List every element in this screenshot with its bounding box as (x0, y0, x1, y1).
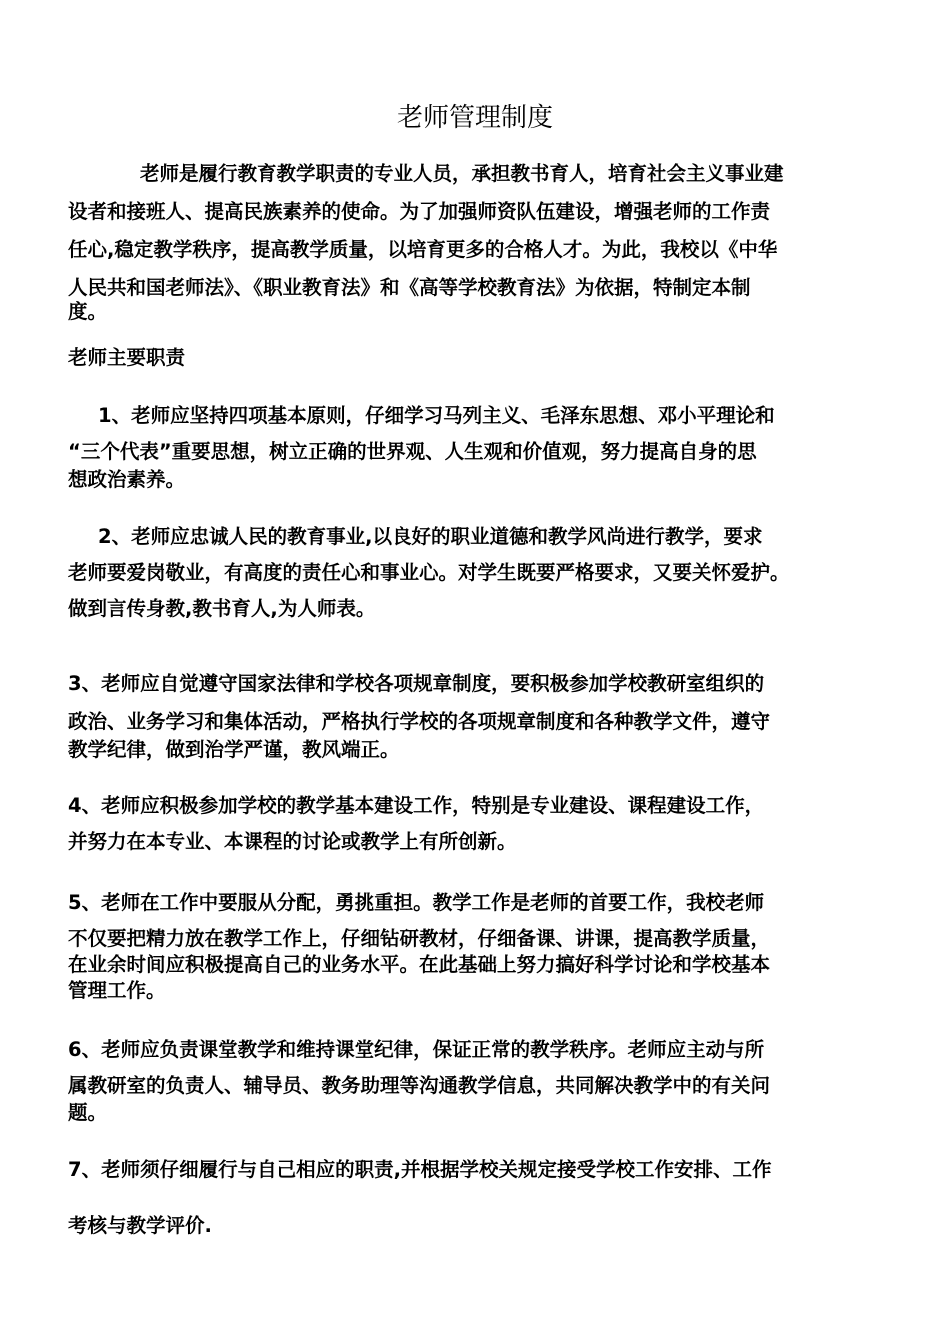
duty-line: 6、老师应负责课堂教学和维持课堂纪律，保证正常的教学秩序。老师应主动与所 (68, 1038, 765, 1061)
intro-line: 设者和接班人、提高民族素养的使命。为了加强师资队伍建设，增强老师的工作责 (68, 200, 771, 223)
duty-item-6 (68, 1036, 888, 1127)
duty-line: 属教研室的负责人、辅导员、教务助理等沟通教学信息，共同解决教学中的有关问 (68, 1074, 771, 1097)
duty-line: 不仅要把精力放在教学工作上，仔细钻研教材，仔细备课、讲课，提高教学质量， (68, 927, 771, 950)
duty-item-2 (68, 523, 888, 623)
duty-line: 老师要爱岗敬业，有高度的责任心和事业心。对学生既要严格要求，又要关怀爱护。 (68, 561, 790, 584)
duty-line: “三个代表”重要思想，树立正确的世界观、人生观和价值观，努力提高自身的思 (68, 440, 757, 463)
duty-line: 2、老师应忠诚人民的教育事业,以良好的职业道德和教学风尚进行教学，要求 (98, 525, 763, 548)
duty-line: 教学纪律，做到治学严谨，教风端正。 (68, 738, 400, 761)
document-title: 老师管理制度 (396, 103, 553, 134)
section-heading: 老师主要职责 (68, 346, 186, 369)
duty-line: 做到言传身教,教书育人,为人师表。 (68, 597, 376, 620)
duty-item-5 (68, 889, 888, 1005)
duty-line: 管理工作。 (68, 979, 166, 1002)
intro-line: 度。 (68, 300, 108, 323)
intro-line: 老师是履行教育教学职责的专业人员，承担教书育人，培育社会主义事业建 (140, 162, 784, 185)
intro-line: 人民共和国老师法》、《职业教育法》和《高等学校教育法》为依据，特制定本制 (68, 276, 751, 299)
duty-line: 考核与教学评价. (68, 1214, 212, 1237)
duty-line: 1、老师应坚持四项基本原则，仔细学习马列主义、毛泽东思想、邓小平理论和 (98, 404, 775, 427)
duty-item-3 (68, 670, 888, 764)
duty-line: 7、老师须仔细履行与自己相应的职责,并根据学校关规定接受学校工作安排、工作 (68, 1158, 772, 1181)
duty-item-4 (68, 792, 888, 856)
duty-line: 并努力在本专业、本课程的讨论或教学上有所创新。 (68, 830, 517, 853)
duty-item-7 (68, 1156, 888, 1240)
duty-line: 题。 (68, 1101, 108, 1124)
duty-item-1 (68, 402, 888, 494)
duty-line: 政治、业务学习和集体活动，严格执行学校的各项规章制度和各种教学文件，遵守 (68, 710, 771, 733)
intro-paragraph (68, 160, 888, 326)
duty-line: 在业余时间应积极提高自己的业务水平。在此基础上努力搞好科学讨论和学校基本 (68, 953, 771, 976)
duty-line: 3、老师应自觉遵守国家法律和学校各项规章制度，要积极参加学校教研室组织的 (68, 672, 765, 695)
duty-line: 5、老师在工作中要服从分配，勇挑重担。教学工作是老师的首要工作，我校老师 (68, 891, 765, 914)
intro-line: 任心,稳定教学秩序，提高教学质量，以培育更多的合格人才。为此，我校以《中华 (68, 238, 778, 261)
duty-line: 想政治素养。 (68, 468, 186, 491)
duty-line: 4、老师应积极参加学校的教学基本建设工作，特别是专业建设、课程建设工作， (68, 794, 765, 817)
